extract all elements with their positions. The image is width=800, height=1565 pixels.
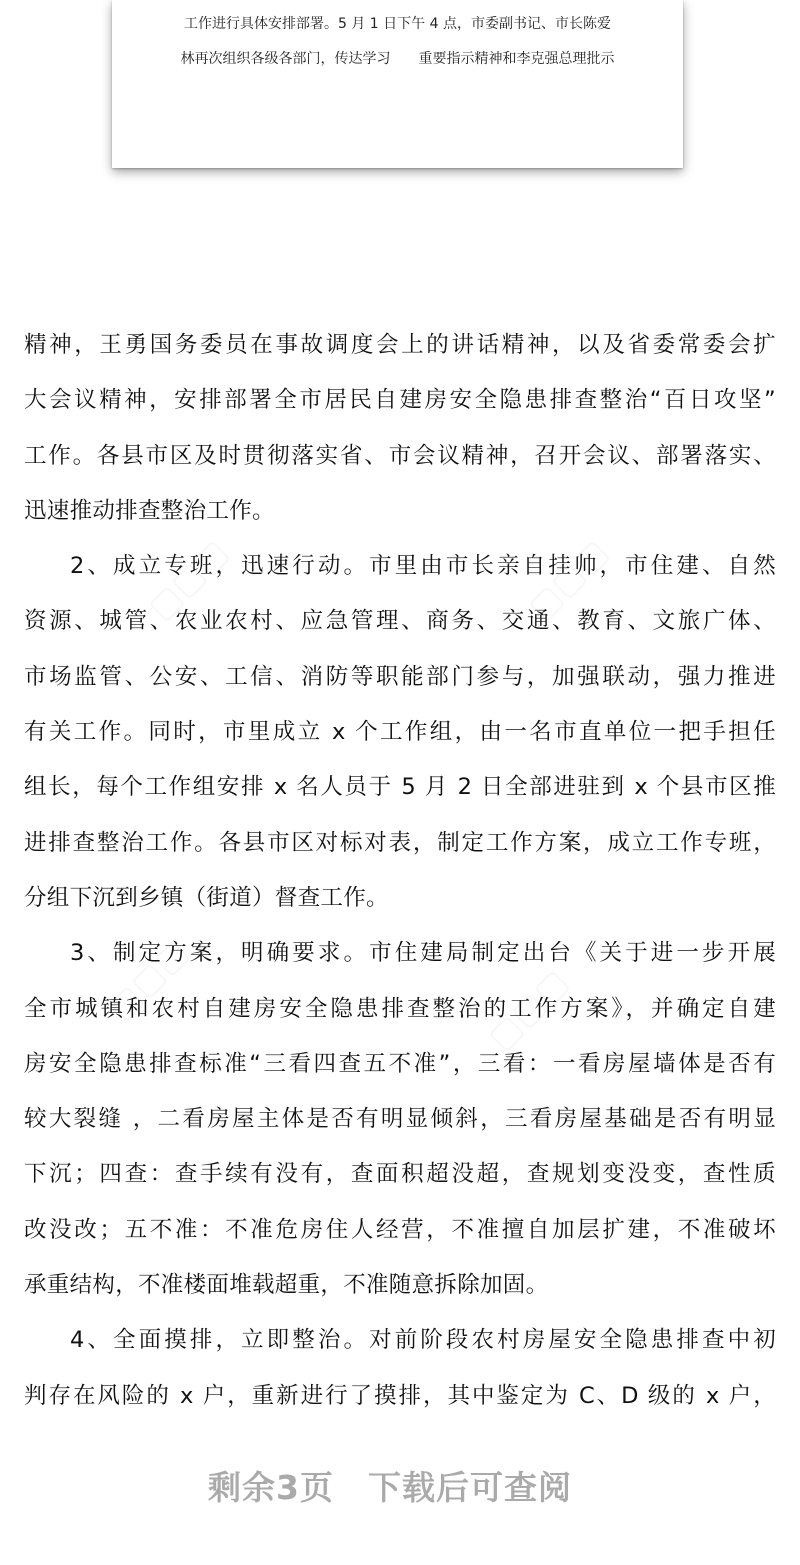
body-line: 承重结构，不准楼面堆载超重，不准随意拆除加固。 — [24, 1272, 549, 1299]
body-line: 改没改；五不准：不准危房住人经营，不准擅自加层扩建，不准破坏 — [24, 1216, 776, 1243]
body-line: 下沉；四查：查手续有没有，查面积超没超，查规划变没变，查性质 — [24, 1161, 776, 1188]
watermark: ▢▢▢ — [519, 531, 617, 629]
remaining-pages-notice[interactable]: 剩余3页 下载后可查阅 — [208, 1468, 572, 1507]
body-line: 大会议精神，安排部署全市居民自建房安全隐患排查整治“百日攻坚” — [24, 387, 776, 414]
body-line: 迅速推动排查整治工作。 — [24, 497, 275, 524]
body-line: 精神，王勇国务委员在事故调度会上的讲话精神，以及省委常委会扩 — [24, 332, 776, 358]
body-line: 市场监管、公安、工信、消防等职能部门参与，加强联动，强力推进 — [24, 663, 776, 690]
body-line: 判存在风险的 x 户，重新进行了摸排，其中鉴定为 C、D 级的 x 户， — [24, 1382, 776, 1409]
watermark: ▢▢▢ — [99, 931, 197, 1029]
body-line: 2、成立专班，迅速行动。市里由市长亲自挂帅，市住建、自然 — [70, 553, 776, 580]
body-line: 资源、城管、农业农村、应急管理、商务、交通、教育、文旅广体、 — [24, 608, 776, 635]
watermark: ▢▢▢ — [139, 531, 237, 629]
body-line: 3、制定方案，明确要求。市住建局制定出台《关于进一步开展 — [70, 940, 776, 967]
body-line: 较大裂缝 ，二看房屋主体是否有明显倾斜，三看房屋基础是否有明显 — [24, 1106, 776, 1133]
body-line: 工作。各县市区及时贯彻落实省、市会议精神，召开会议、部署落实、 — [24, 442, 776, 469]
preview-text-line-1: 工作进行具体安排部署。5 月 1 日下午 4 点，市委副书记、市长陈爱 — [184, 16, 611, 32]
body-line: 组长，每个工作组安排 x 名人员于 5 月 2 日全部进驻到 x 个县市区推 — [24, 774, 776, 801]
body-line: 有关工作。同时，市里成立 x 个工作组，由一名市直单位一把手担任 — [24, 719, 776, 746]
document-body — [24, 318, 776, 1424]
body-line: 4、全面摸排，立即整治。对前阶段农村房屋安全隐患排查中初 — [70, 1327, 776, 1354]
preview-text-line-2: 林再次组织各级各部门，传达学习 重要指示精神和李克强总理批示 — [180, 51, 615, 67]
body-line: 全市城镇和农村自建房安全隐患排查整治的工作方案》，并确定自建 — [24, 995, 776, 1022]
body-line: 房安全隐患排查标准“三看四查五不准”，三看：一看房屋墙体是否有 — [24, 1050, 776, 1077]
watermark: ▢▢▢ — [479, 961, 577, 1059]
body-line: 进排查整治工作。各县市区对标对表，制定工作方案，成立工作专班， — [24, 829, 776, 856]
body-line: 分组下沉到乡镇（街道）督查工作。 — [24, 884, 389, 911]
preview-card — [112, 0, 683, 168]
